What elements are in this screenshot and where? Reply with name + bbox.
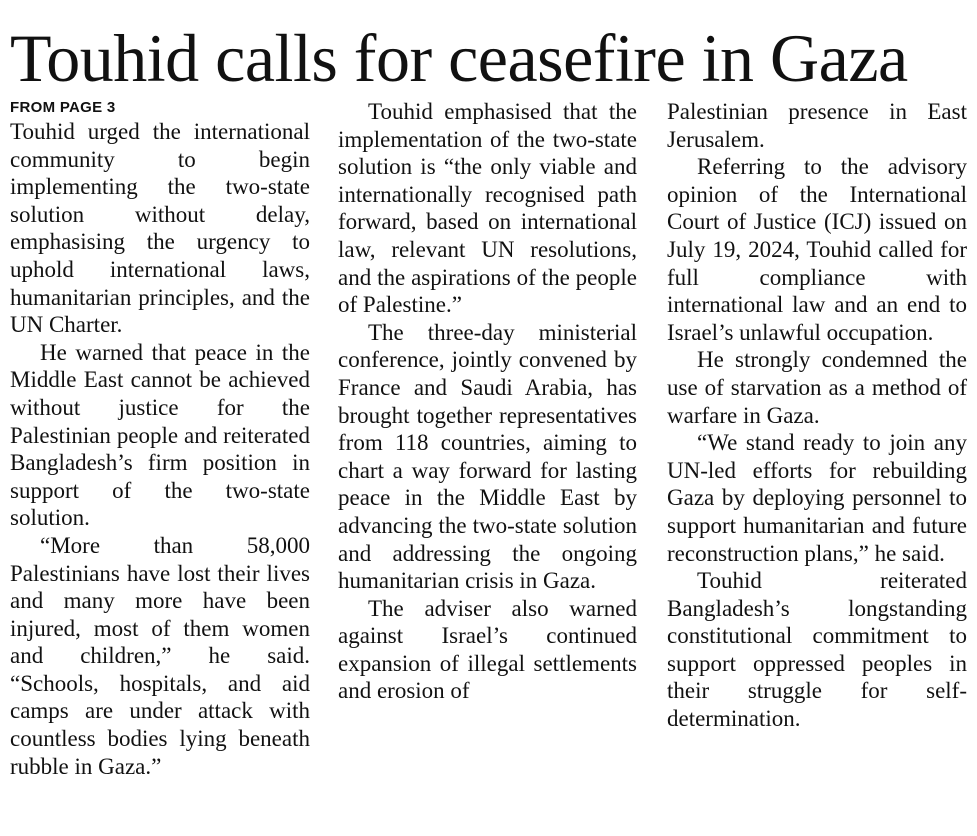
paragraph-continued: Palestinian presence in East Jerusalem.	[667, 99, 967, 152]
paragraph: The three-day ministerial conference, jointly convened by France and Saudi Arabia, has brought together representatives from 118 countries, aiming to chart a way forward for lasting peace in the Middle East by advancing the two-state solution and addressing the ongoing humanitarian crisis in Gaza.	[338, 319, 637, 594]
paragraph: He strongly condemned the use of starvation as a method of warfare in Gaza.	[667, 347, 967, 428]
paragraph: He warned that peace in the Middle East cannot be achieved without justice for the Palestinian people and reiterated Bangladesh’s firm position in support of the two-state solution.	[10, 339, 310, 531]
paragraph: The adviser also warned against Israel’s continued expansion of illegal settlements and erosion of	[338, 595, 637, 704]
paragraph: Touhid urged the international community to begin implementing the two-state solution without delay, emphasising the urgency to uphold international laws, humanitarian principles, and the UN Charter.	[10, 119, 310, 338]
paragraph: Referring to the advisory opinion of the International Court of Justice (ICJ) issued on July 19, 2024, Touhid called for full compliance with international law and an end to Israel’s unlawful occupation.	[667, 154, 967, 345]
paragraph: “More than 58,000 Palestinians have lost their lives and many more have been injured, most of them women and children,” he said. “Schools, hospitals, and aid camps are under attack with countless bodies lying beneath rubble in Gaza.”	[10, 532, 310, 779]
article-column-2	[338, 98, 637, 705]
continuation-kicker: FROM PAGE 3	[10, 99, 116, 116]
article-column-1	[10, 98, 310, 780]
headline: Touhid calls for ceasefire in Gaza	[10, 20, 908, 96]
paragraph: Touhid reiterated Bangladesh’s longstanding constitutional commitment to support oppressed peoples in their struggle for self-determination.	[667, 568, 967, 732]
paragraph: Touhid emphasised that the implementation of the two-state solution is “the only viable and internationally recognised path forward, based on international law, relevant UN resolutions, and the aspirations of the people of Palestine.”	[338, 99, 637, 318]
article-column-3	[667, 98, 967, 733]
paragraph: “We stand ready to join any UN-led efforts for rebuilding Gaza by deploying personnel to support humanitarian and future reconstruction plans,” he said.	[667, 430, 967, 566]
